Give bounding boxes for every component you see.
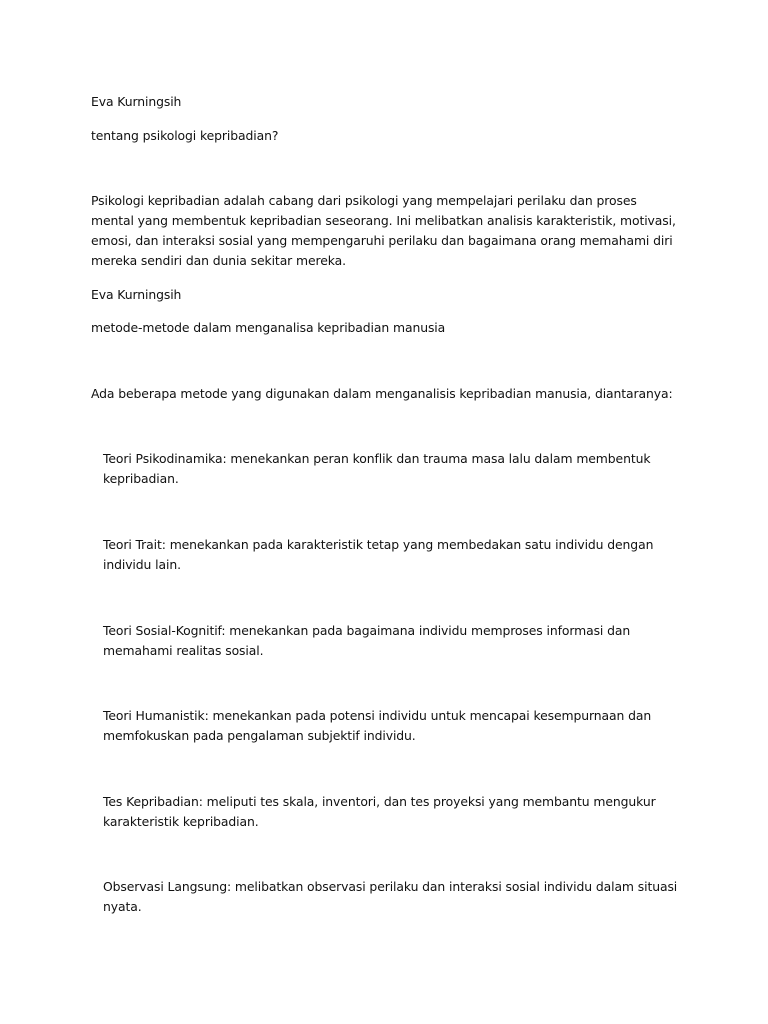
method-item: Teori Trait: menekankan pada karakteristik tetap yang membedakan satu individu dengan individu lain.: [103, 537, 654, 572]
method-item: Teori Psikodinamika: menekankan peran konflik dan trauma masa lalu dalam membentuk kepribadian.: [103, 451, 651, 486]
answer-intro: Ada beberapa metode yang digunakan dalam menganalisis kepribadian manusia, diantaranya:: [91, 386, 673, 401]
method-item: Teori Sosial-Kognitif: menekankan pada bagaimana individu memproses informasi dan memahami realitas sosial.: [103, 623, 631, 658]
author-name: Eva Kurningsih: [91, 94, 182, 109]
method-item: Teori Humanistik: menekankan pada potensi individu untuk mencapai kesempurnaan dan memfokuskan pada pengalaman subjektif individu.: [103, 708, 652, 743]
question-text: metode-metode dalam menganalisa kepribadian manusia: [91, 320, 446, 335]
answer-paragraph: Psikologi kepribadian adalah cabang dari psikologi yang mempelajari perilaku dan proses mental yang membentuk kepribadian seseorang. Ini melibatkan analisis karakteristik, motivasi, emosi, dan interaksi sosial yang mempengaruhi perilaku dan bagaimana orang memahami diri mereka sendiri dan dunia sekitar mereka.: [91, 193, 676, 268]
method-item: Tes Kepribadian: meliputi tes skala, inventori, dan tes proyeksi yang membantu mengukur karakteristik kepribadian.: [103, 794, 656, 829]
question-text: tentang psikologi kepribadian?: [91, 128, 279, 143]
method-item: Observasi Langsung: melibatkan observasi perilaku dan interaksi sosial individu dalam situasi nyata.: [103, 879, 678, 914]
author-name: Eva Kurningsih: [91, 287, 182, 302]
